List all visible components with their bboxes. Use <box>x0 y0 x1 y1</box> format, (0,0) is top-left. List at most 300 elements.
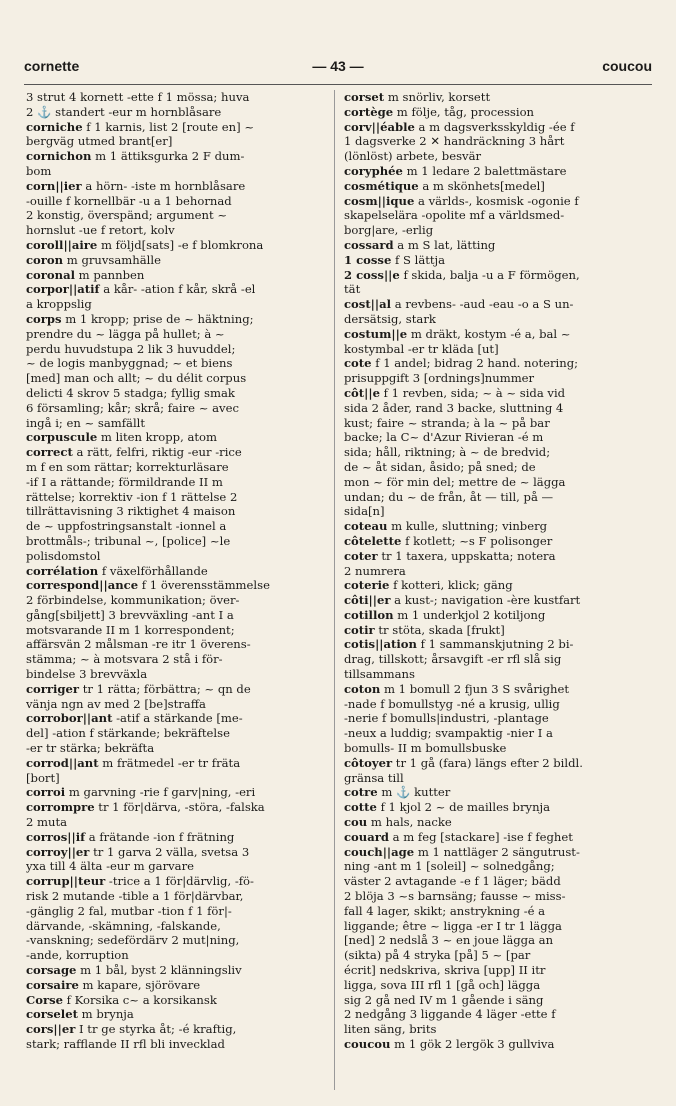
page-header <box>24 58 652 78</box>
dictionary-line <box>344 416 640 431</box>
dictionary-line <box>344 711 640 726</box>
definition-text: a kår- -ation f kår, skrå -el <box>99 282 256 297</box>
definition-text: a m feg [stackare] -ise f feghet <box>388 829 573 844</box>
definition-text: I tr ge styrka åt; -é kraftig, <box>75 1022 237 1037</box>
dictionary-line <box>26 593 322 608</box>
dictionary-line <box>26 208 322 223</box>
headword: corselet <box>26 1007 78 1022</box>
dictionary-line <box>26 933 322 948</box>
headword: côt||e <box>344 385 380 400</box>
dictionary-line <box>26 564 322 579</box>
definition-text: borg|are, -erlig <box>344 223 434 238</box>
dictionary-line <box>26 830 322 845</box>
dictionary-line <box>344 327 640 342</box>
headword: coton <box>344 681 381 696</box>
dictionary-line <box>26 164 322 179</box>
definition-text: f kotlett; ~s F polisonger <box>401 533 553 548</box>
dictionary-line <box>344 253 640 268</box>
dictionary-line <box>26 342 322 357</box>
definition-text: m 1 bomull 2 fjun 3 S svårighet <box>380 681 570 696</box>
dictionary-line <box>26 430 322 445</box>
dictionary-line <box>344 534 640 549</box>
dictionary-line <box>344 593 640 608</box>
dictionary-line <box>26 874 322 889</box>
definition-text: m ⚓ kutter <box>377 785 451 800</box>
headword: cossard <box>344 237 394 252</box>
dictionary-line <box>344 120 640 135</box>
definition-text: tr 1 för|därva, -störa, -falska <box>94 800 265 815</box>
definition-text: (sikta) på 4 stryka [på] 5 ~ [par <box>344 948 531 963</box>
dictionary-line <box>344 667 640 682</box>
dictionary-line <box>26 741 322 756</box>
definition-text: backe; la C~ d'Azur Rivieran -é m <box>344 430 544 445</box>
dictionary-line <box>344 963 640 978</box>
definition-text: -atif a stärkande [me- <box>112 711 243 726</box>
definition-text: m brynja <box>77 1007 134 1022</box>
definition-text: tr 1 rätta; förbättra; ~ qn de <box>79 681 251 696</box>
definition-text: m kulle, sluttning; vinberg <box>387 519 548 534</box>
dictionary-line <box>26 667 322 682</box>
dictionary-line <box>26 904 322 919</box>
definition-text: m pannben <box>74 267 145 282</box>
definition-text: dersätsig, stark <box>344 311 436 326</box>
dictionary-line <box>26 726 322 741</box>
definition-text: delicti 4 skrov 5 stadga; fyllig smak <box>26 385 235 400</box>
dictionary-line <box>26 578 322 593</box>
dictionary-line <box>26 356 322 371</box>
headword: coterie <box>344 578 390 593</box>
dictionary-line <box>26 652 322 667</box>
headword: 2 coss||e <box>344 267 400 282</box>
dictionary-line <box>26 134 322 149</box>
definition-text: -gänglig 2 fal, mutbar -tion f 1 för|- <box>26 903 232 918</box>
definition-text: ingå i; en ~ samfällt <box>26 415 146 430</box>
dictionary-line <box>26 1037 322 1052</box>
dictionary-line <box>344 1022 640 1037</box>
headword: cotillon <box>344 607 394 622</box>
headword: cosmétique <box>344 178 419 193</box>
dictionary-line <box>26 608 322 623</box>
headword: coter <box>344 548 378 563</box>
definition-text: tillrättavisning 3 riktighet 4 maison <box>26 504 236 519</box>
dictionary-line <box>344 386 640 401</box>
definition-text: affärsvän 2 målsman -re itr 1 överens- <box>26 637 251 652</box>
definition-text: f S lättja <box>391 252 446 267</box>
dictionary-line <box>344 741 640 756</box>
definition-text: -nerie f bomulls|industri, -plantage <box>344 711 549 726</box>
dictionary-line <box>344 815 640 830</box>
definition-text: m dräkt, kostym -é a, bal ~ <box>407 326 571 341</box>
last-guide-word: coucou <box>602 58 652 74</box>
headword: côti||er <box>344 593 391 608</box>
definition-text: 2 förbindelse, kommunikation; över- <box>26 593 240 608</box>
dictionary-line <box>344 845 640 860</box>
dictionary-line <box>344 652 640 667</box>
headword: coroll||aire <box>26 237 98 252</box>
headword: cotis||ation <box>344 637 417 652</box>
definition-text: m följe, tåg, procession <box>393 104 535 119</box>
headword: 1 cosse <box>344 252 392 267</box>
dictionary-line <box>26 756 322 771</box>
headword: cou <box>344 815 368 830</box>
dictionary-line <box>344 401 640 416</box>
dictionary-line <box>344 889 640 904</box>
dictionary-line <box>26 519 322 534</box>
definition-text: -nade f bomullstyg -né a krusig, ullig <box>344 696 560 711</box>
definition-text: a revbens- -aud -eau -o a S un- <box>391 297 574 312</box>
definition-text: f kotteri, klick; gäng <box>389 578 513 593</box>
definition-text: liten säng, brits <box>344 1022 437 1037</box>
dictionary-line <box>26 179 322 194</box>
definition-text: f 1 sammanskjutning 2 bi- <box>416 637 574 652</box>
dictionary-line <box>344 356 640 371</box>
dictionary-line <box>344 933 640 948</box>
definition-text: m liten kropp, atom <box>97 430 217 445</box>
definition-text: rättelse; korrektiv -ion f 1 rättelse 2 <box>26 489 238 504</box>
dictionary-line <box>26 371 322 386</box>
dictionary-line <box>26 682 322 697</box>
headword: couch||age <box>344 844 415 859</box>
definition-text: kostymbal -er tr kläda [ut] <box>344 341 499 356</box>
dictionary-line <box>344 297 640 312</box>
definition-text: f 1 överensstämmelse <box>138 578 270 593</box>
dictionary-line <box>344 993 640 1008</box>
dictionary-line <box>26 948 322 963</box>
definition-text: m 1 ättiksgurka 2 F dum- <box>91 149 245 164</box>
dictionary-line <box>26 771 322 786</box>
dictionary-line <box>344 549 640 564</box>
headword: corsaire <box>26 977 79 992</box>
dictionary-line <box>344 608 640 623</box>
headword: corv||éable <box>344 119 415 134</box>
definition-text: mon ~ för min del; mettre de ~ lägga <box>344 474 566 489</box>
dictionary-line <box>26 785 322 800</box>
definition-text: f Korsika c~ a korsikansk <box>62 992 217 1007</box>
definition-text: m 1 nattläger 2 sängutrust- <box>414 844 580 859</box>
definition-text: drag, tillskott; årsavgift -er rfl slå sig <box>344 652 562 667</box>
definition-text: a världs-, kosmisk -ogonie f <box>414 193 579 208</box>
definition-text: bom <box>26 163 52 178</box>
dictionary-line <box>26 845 322 860</box>
headword: corset <box>344 90 385 104</box>
dictionary-line <box>344 904 640 919</box>
dictionary-line <box>344 430 640 445</box>
definition-text: f 1 karnis, list 2 [route en] ~ <box>82 119 255 134</box>
column-divider <box>334 90 335 1090</box>
definition-text: 2 muta <box>26 815 68 830</box>
headword: côtelette <box>344 533 402 548</box>
dictionary-line <box>26 401 322 416</box>
dictionary-line <box>344 164 640 179</box>
headword: corrobor||ant <box>26 711 113 726</box>
headword: corros||if <box>26 829 86 844</box>
definition-text: vänja ngn av med 2 [be]straffa <box>26 696 206 711</box>
dictionary-line <box>26 549 322 564</box>
dictionary-line <box>26 711 322 726</box>
definition-text: 3 strut 4 kornett -ette f 1 mössa; huva <box>26 90 250 104</box>
definition-text: sida; håll, riktning; à ~ de bredvid; <box>344 445 551 460</box>
definition-text: brottmåls-; tribunal ~, [police] ~le <box>26 533 231 548</box>
dictionary-line <box>26 238 322 253</box>
dictionary-line <box>344 490 640 505</box>
headword: corrélation <box>26 563 99 578</box>
headword: cost||al <box>344 297 392 312</box>
dictionary-line <box>344 342 640 357</box>
first-guide-word: cornette <box>24 58 80 74</box>
headword: cotte <box>344 800 377 815</box>
definition-text: liggande; être ~ ligga -er I tr 1 lägga <box>344 918 562 933</box>
headword: corniche <box>26 119 83 134</box>
headword: corriger <box>26 681 80 696</box>
definition-text: (lönlöst) arbete, besvär <box>344 149 482 164</box>
dictionary-line <box>344 134 640 149</box>
headword: cote <box>344 356 372 371</box>
dictionary-line <box>344 312 640 327</box>
dictionary-line <box>26 978 322 993</box>
definition-text: sig 2 gå ned IV m 1 gående i säng <box>344 992 544 1007</box>
dictionary-line <box>26 223 322 238</box>
dictionary-line <box>26 859 322 874</box>
headword: corroi <box>26 785 66 800</box>
dictionary-line <box>344 475 640 490</box>
headword: corpuscule <box>26 430 98 445</box>
dictionary-line <box>344 105 640 120</box>
dictionary-line <box>344 504 640 519</box>
dictionary-line <box>26 253 322 268</box>
definition-text: hornslut -ue f retort, kolv <box>26 223 175 238</box>
definition-text: 2 blöja 3 ~s barnsäng; fausse ~ miss- <box>344 889 566 904</box>
definition-text: 2 numrera <box>344 563 406 578</box>
dictionary-line <box>26 623 322 638</box>
definition-text: 2 konstig, överspänd; argument ~ <box>26 208 228 223</box>
definition-text: motsvarande II m 1 korrespondent; <box>26 622 235 637</box>
definition-text: -neux a luddig; svampaktig -nier I a <box>344 726 553 741</box>
definition-text: ning -ant m 1 [soleil] ~ solnedgång; <box>344 859 555 874</box>
definition-text: skapelselära -opolite mf a världsmed- <box>344 208 565 223</box>
page-number: — 43 — <box>312 58 364 74</box>
dictionary-line <box>26 445 322 460</box>
definition-text: prisuppgift 3 [ordnings]nummer <box>344 371 535 386</box>
dictionary-line <box>26 90 322 105</box>
dictionary-line <box>344 756 640 771</box>
definition-text: a m S lat, lätting <box>393 237 496 252</box>
dictionary-line <box>344 785 640 800</box>
headword: correspond||ance <box>26 578 139 593</box>
dictionary-line <box>26 416 322 431</box>
definition-text: de ~ åt sidan, åsido; på sned; de <box>344 459 536 474</box>
definition-text: tr 1 garva 2 välla, svetsa 3 <box>89 844 250 859</box>
definition-text: tr 1 taxera, uppskatta; notera <box>377 548 556 563</box>
dictionary-line <box>26 1007 322 1022</box>
dictionary-line <box>26 490 322 505</box>
dictionary-line <box>26 697 322 712</box>
definition-text: tät <box>344 282 361 297</box>
definition-text: del] -ation f stärkande; bekräftelse <box>26 726 230 741</box>
dictionary-line <box>344 223 640 238</box>
definition-text: m 1 bål, byst 2 klänningsliv <box>76 963 242 978</box>
dictionary-line <box>26 993 322 1008</box>
dictionary-line <box>344 623 640 638</box>
definition-text: sida 2 åder, rand 3 backe, sluttning 4 <box>344 400 564 415</box>
definition-text: a frätande -ion f frätning <box>85 829 235 844</box>
dictionary-line <box>26 268 322 283</box>
definition-text: m snörliv, korsett <box>384 90 491 104</box>
headword: Corse <box>26 992 63 1007</box>
dictionary-line <box>26 297 322 312</box>
definition-text: tr 1 gå (fara) längs efter 2 bildl. <box>392 755 583 770</box>
dictionary-line <box>344 919 640 934</box>
headword: costum||e <box>344 326 408 341</box>
header-rule <box>24 84 652 85</box>
definition-text: bomulls- II m bomullsbuske <box>344 741 507 756</box>
headword: couard <box>344 829 389 844</box>
definition-text: -er tr stärka; bekräfta <box>26 741 155 756</box>
definition-text: [ned] 2 nedslå 3 ~ en joue lägga an <box>344 933 554 948</box>
headword: corps <box>26 311 62 326</box>
definition-text: m följd[sats] -e f blomkrona <box>97 237 264 252</box>
definition-text: 2 nedgång 3 liggande 4 läger -ette f <box>344 1007 556 1022</box>
dictionary-line <box>26 312 322 327</box>
definition-text: undan; du ~ de från, åt — till, på — <box>344 489 554 504</box>
definition-text: m 1 kropp; prise de ~ häktning; <box>61 311 254 326</box>
dictionary-line <box>344 371 640 386</box>
definition-text: a m skönhets[medel] <box>418 178 545 193</box>
dictionary-line <box>26 386 322 401</box>
dictionary-line <box>344 238 640 253</box>
left-column <box>26 90 322 1052</box>
definition-text: m 1 underkjol 2 kotiljong <box>393 607 546 622</box>
headword: cosm||ique <box>344 193 415 208</box>
dictionary-line <box>344 194 640 209</box>
dictionary-line <box>344 697 640 712</box>
headword: coron <box>26 252 64 267</box>
dictionary-line <box>26 105 322 120</box>
dictionary-line <box>344 282 640 297</box>
definition-text: -vanskning; sedefördärv 2 mut|ning, <box>26 933 240 948</box>
dictionary-line <box>344 874 640 889</box>
dictionary-line <box>344 268 640 283</box>
headword: coryphée <box>344 163 403 178</box>
right-column <box>344 90 640 1052</box>
definition-text: a kroppslig <box>26 297 92 312</box>
definition-text: m gruvsamhälle <box>63 252 161 267</box>
headword: cornichon <box>26 149 92 164</box>
definition-text: m f en som rättar; korrekturläsare <box>26 459 229 474</box>
definition-text: -ouille f kornellbär -u a 1 behornad <box>26 193 232 208</box>
definition-text: 6 församling; kår; skrå; faire ~ avec <box>26 400 239 415</box>
definition-text: écrit] nedskriva, skriva [upp] II itr <box>344 963 546 978</box>
definition-text: sida[n] <box>344 504 385 519</box>
dictionary-line <box>26 460 322 475</box>
definition-text: prendre du ~ lägga på hullet; à ~ <box>26 326 225 341</box>
definition-text: väster 2 avtagande -e f 1 läger; bädd <box>344 874 561 889</box>
headword: cors||er <box>26 1022 76 1037</box>
definition-text: a kust-; navigation -ère kustfart <box>390 593 581 608</box>
dictionary-line <box>344 445 640 460</box>
headword: cotir <box>344 622 375 637</box>
dictionary-line <box>344 578 640 593</box>
definition-text: m garvning -rie f garv|ning, -eri <box>65 785 256 800</box>
definition-text: m 1 gök 2 lergök 3 gullviva <box>390 1037 555 1051</box>
definition-text: f 1 revben, sida; ~ à ~ sida vid <box>379 385 566 400</box>
definition-text: f 1 kjol 2 ~ de mailles brynja <box>376 800 551 815</box>
definition-text: stark; rafflande II rfl bli invecklad <box>26 1037 225 1051</box>
dictionary-line <box>26 889 322 904</box>
headword: côtoyer <box>344 755 393 770</box>
dictionary-line <box>26 120 322 135</box>
dictionary-line <box>344 460 640 475</box>
definition-text: -if I a rättande; förmildrande II m <box>26 474 223 489</box>
definition-text: fall 4 lager, skikt; anstrykning -é a <box>344 903 546 918</box>
definition-text: f skida, balja -u a F förmögen, <box>399 267 580 282</box>
dictionary-line <box>26 800 322 815</box>
dictionary-line <box>344 1007 640 1022</box>
headword: correct <box>26 445 73 460</box>
headword: coronal <box>26 267 75 282</box>
dictionary-line <box>344 564 640 579</box>
definition-text: m 1 ledare 2 balettmästare <box>402 163 567 178</box>
definition-text: a m dagsverksskyldig -ée f <box>414 119 575 134</box>
dictionary-line <box>26 282 322 297</box>
headword: cotre <box>344 785 378 800</box>
definition-text: därvande, -skämning, -falskande, <box>26 918 221 933</box>
dictionary-line <box>344 637 640 652</box>
definition-text: [bort] <box>26 770 60 785</box>
dictionary-line <box>344 519 640 534</box>
definition-text: a hörn- -iste m hornblåsare <box>81 178 246 193</box>
dictionary-line <box>344 1037 640 1052</box>
dictionary-line <box>344 771 640 786</box>
dictionary-line <box>344 90 640 105</box>
dictionary-line <box>26 327 322 342</box>
definition-text: kust; faire ~ stranda; à la ~ på bar <box>344 415 550 430</box>
definition-text: [med] man och allt; ~ du délit corpus <box>26 371 247 386</box>
headword: coteau <box>344 519 388 534</box>
definition-text: 2 ⚓ standert -eur m hornblåsare <box>26 104 222 119</box>
dictionary-line <box>344 800 640 815</box>
headword: corrup||teur <box>26 874 106 889</box>
definition-text: 1 dagsverke 2 ✕ handräckning 3 hårt <box>344 134 565 149</box>
definition-text: bindelse 3 brevväxla <box>26 667 148 682</box>
headword: cortège <box>344 104 394 119</box>
definition-text: ligga, sova III rfl 1 [gå och] lägga <box>344 977 541 992</box>
definition-text: tr stöta, skada [frukt] <box>374 622 505 637</box>
definition-text: de ~ uppfostringsanstalt -ionnel a <box>26 519 227 534</box>
headword: corn||ier <box>26 178 82 193</box>
dictionary-line <box>26 534 322 549</box>
dictionary-line <box>344 179 640 194</box>
dictionary-line <box>26 1022 322 1037</box>
definition-text: perdu huvudstupa 2 lik 3 huvuddel; <box>26 341 236 356</box>
definition-text: bergväg utmed brant[er] <box>26 134 173 149</box>
headword: corroy||er <box>26 844 90 859</box>
dictionary-line <box>26 963 322 978</box>
dictionary-line <box>26 475 322 490</box>
definition-text: m kapare, sjörövare <box>78 977 201 992</box>
definition-text: m frätmedel -er tr fräta <box>98 755 241 770</box>
headword: corrompre <box>26 800 95 815</box>
definition-text: f växelförhållande <box>98 563 208 578</box>
definition-text: -trice a 1 för|därvlig, -fö- <box>105 874 254 889</box>
definition-text: gång[sbiljett] 3 brevväxling -ant I a <box>26 607 234 622</box>
dictionary-line <box>344 948 640 963</box>
dictionary-line <box>26 637 322 652</box>
definition-text: -ande, korruption <box>26 948 129 963</box>
dictionary-line <box>26 919 322 934</box>
definition-text: f 1 andel; bidrag 2 hand. notering; <box>371 356 579 371</box>
dictionary-line <box>344 726 640 741</box>
dictionary-line <box>344 208 640 223</box>
